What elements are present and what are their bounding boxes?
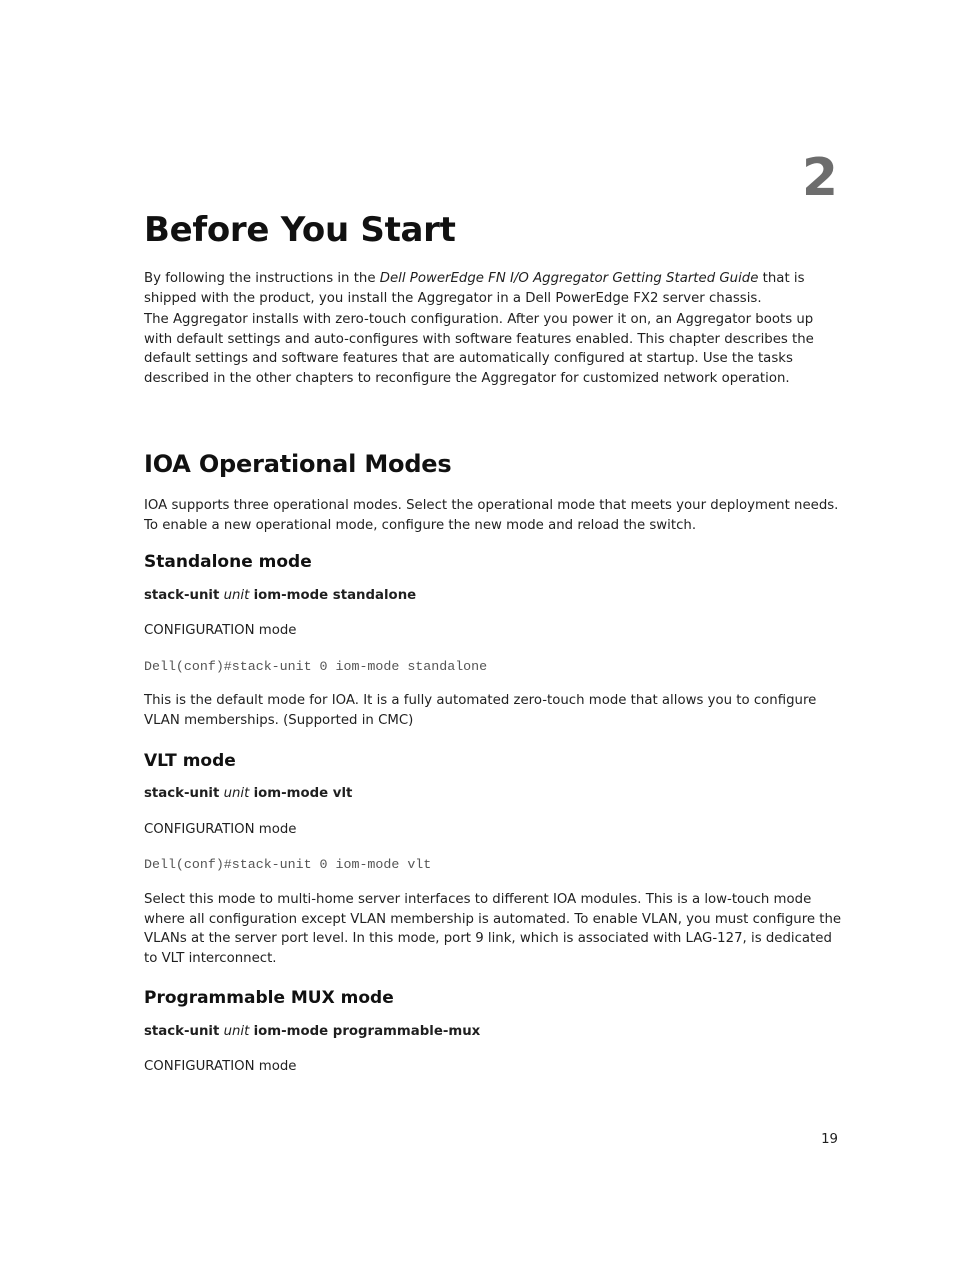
standalone-command-syntax [144, 586, 416, 605]
cmd-keyword: iom-mode standalone [253, 588, 417, 603]
standalone-example-code: Dell(conf)#stack-unit 0 iom-mode standalone [144, 659, 488, 674]
mux-mode-heading: Programmable MUX mode [144, 988, 394, 1008]
cmd-argument: unit [223, 1024, 250, 1039]
standalone-config-mode: CONFIGURATION mode [144, 623, 297, 638]
chapter-number: 2 [801, 148, 838, 208]
cmd-argument: unit [223, 588, 250, 603]
cmd-argument: unit [223, 786, 250, 801]
vlt-description: Select this mode to multi-home server interfaces to different IOA modules. This is a low-touch mode where all configuration except VLAN membership is automated. To enable VLAN, you must configure the VLANs at the server port level. In this mode, port 9 link, which is associated with LAG-127, is dedicated to VLT interconnect. [144, 892, 842, 966]
intro-text-after: that is shipped with the product, you install the Aggregator in a Dell PowerEdge FX2 server chassis. [144, 271, 805, 306]
cmd-keyword: stack-unit [144, 588, 220, 603]
section-title: IOA Operational Modes [144, 450, 452, 478]
intro-text-before: By following the instructions in the [144, 271, 380, 286]
cmd-keyword: stack-unit [144, 786, 220, 801]
cmd-keyword: stack-unit [144, 1024, 220, 1039]
vlt-example-code: Dell(conf)#stack-unit 0 iom-mode vlt [144, 857, 432, 872]
intro-paragraph-1 [144, 269, 844, 308]
chapter-title: Before You Start [144, 210, 456, 250]
mux-command-syntax [144, 1022, 480, 1041]
intro-paragraph-2: The Aggregator installs with zero-touch configuration. After you power it on, an Aggregator boots up with default settings and auto-configures with software features enabled. This chapter describes the default settings and software features that are automatically configured at startup. Use the tasks described in the other chapters to reconfigure the Aggregator for customized network operation. [144, 312, 814, 386]
section-intro: IOA supports three operational modes. Select the operational mode that meets your deployment needs. To enable a new operational mode, configure the new mode and reload the switch. [144, 498, 839, 533]
vlt-config-mode: CONFIGURATION mode [144, 822, 297, 837]
standalone-mode-heading: Standalone mode [144, 552, 312, 572]
vlt-mode-heading: VLT mode [144, 751, 236, 771]
cmd-keyword: iom-mode vlt [253, 786, 353, 801]
page-number: 19 [821, 1132, 838, 1147]
guide-title: Dell PowerEdge FN I/O Aggregator Getting Started Guide [379, 271, 759, 286]
cmd-keyword: iom-mode programmable-mux [253, 1024, 481, 1039]
mux-config-mode: CONFIGURATION mode [144, 1059, 297, 1074]
standalone-description: This is the default mode for IOA. It is a fully automated zero-touch mode that allows you to configure VLAN memberships. (Supported in CMC) [144, 693, 817, 728]
vlt-command-syntax [144, 784, 352, 803]
